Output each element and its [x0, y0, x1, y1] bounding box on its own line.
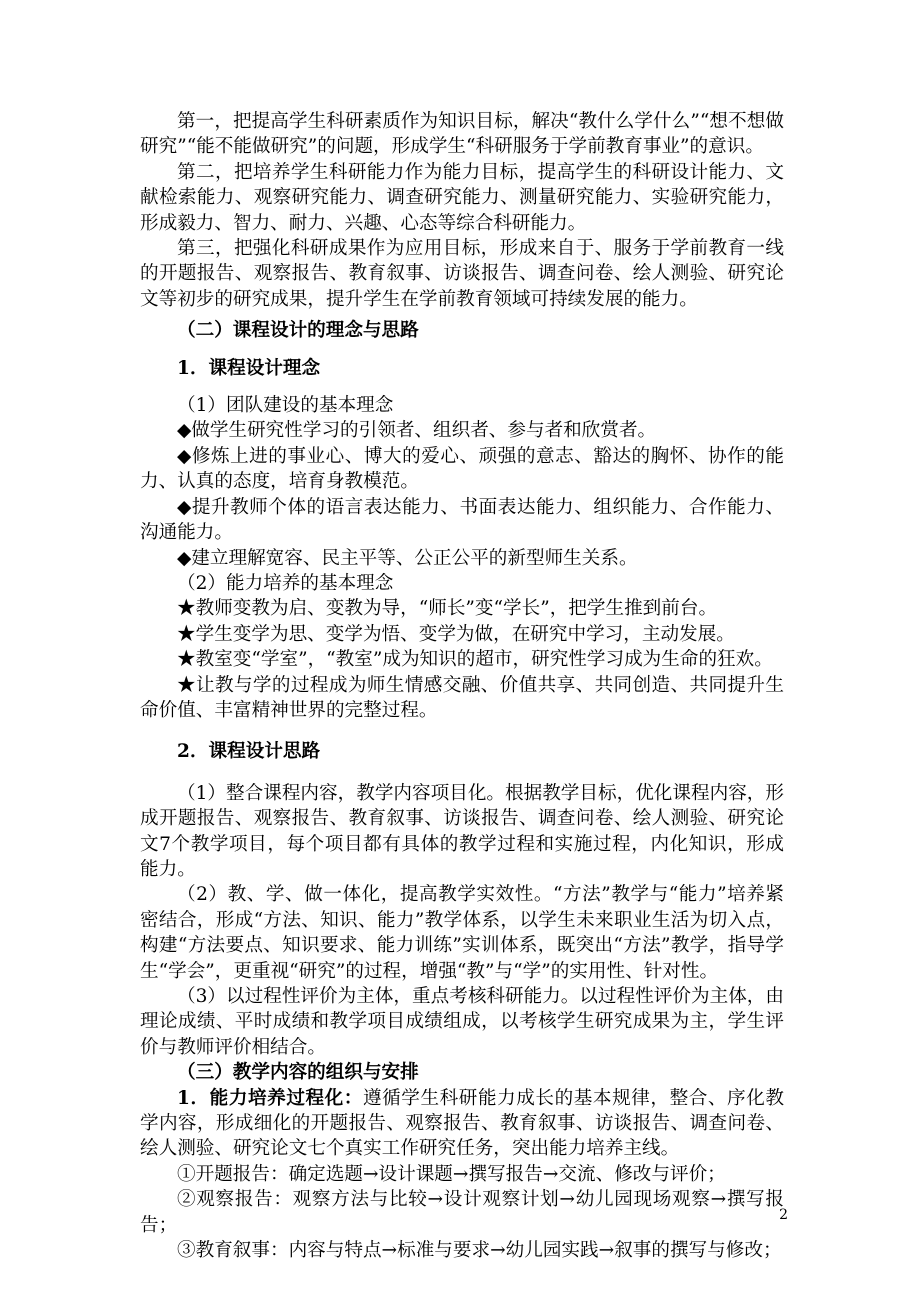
task-step-line: ①开题报告：确定选题→设计课题→撰写报告→交流、修改与评价； [177, 1163, 726, 1185]
team-concept-item: ◆做学生研究性学习的引领者、组织者、参与者和欣赏者。 [177, 420, 657, 442]
document-body [140, 109, 784, 1263]
ability-process-lead: 1．能力培养过程化： [177, 1087, 363, 1109]
subsection-heading-design-ideas: 2．课程设计思路 [177, 741, 321, 763]
subsection-heading-design-concept: 1．课程设计理念 [177, 357, 321, 379]
team-concept-title: （1）团队建设的基本理念 [177, 395, 394, 417]
page-number: 2 [779, 1207, 788, 1223]
team-concept-item: ◆建立理解宽容、民主平等、公正公平的新型师生关系。 [177, 547, 638, 569]
goal-paragraph-application: 第三，把强化科研成果作为应用目标，形成来自于、服务于学前教育一线的开题报告、观察报告、教育叙事、访谈报告、调查问卷、绘人测验、研究论文等初步的研究成果，提升学生在学前教育领域可持续发展的能力。 [140, 238, 784, 310]
goal-paragraph-knowledge: 第一，把提高学生科研素质作为知识目标，解决“教什么学什么”“想不想做研究”“能不能做研究”的问题，形成学生“科研服务于学前教育事业”的意识。 [140, 111, 784, 158]
task-step-line: ③教育叙事：内容与特点→标准与要求→幼儿园实践→叙事的撰写与修改； [177, 1240, 782, 1262]
ability-concept-item: ★学生变学为思、变学为悟、变学为做，在研究中学习，主动发展。 [177, 623, 735, 645]
design-idea-paragraph: （2）教、学、做一体化，提高教学实效性。“方法”教学与“能力”培养紧密结合，形成“方法、知识、能力”教学体系，以学生未来职业生活为切入点，构建“方法要点、知识要求、能力训练”实训体系，既突出“方法”教学，指导学生“学会”，更重视“研究”的过程，增强“教”与“学”的实用性、针对性。 [140, 884, 784, 982]
team-concept-item: ◆修炼上进的事业心、博大的爱心、顽强的意志、豁达的胸怀、协作的能力、认真的态度，培育身教模范。 [140, 445, 784, 493]
task-step-line: ②观察报告：观察方法与比较→设计观察计划→幼儿园现场观察→撰写报告； [140, 1189, 784, 1236]
design-idea-paragraph: （1）整合课程内容，教学内容项目化。根据教学目标，优化课程内容，形成开题报告、观察报告、教育叙事、访谈报告、调查问卷、绘人测验、研究论文7个教学项目，每个项目都有具体的教学过程和实施过程，内化知识，形成能力。 [140, 782, 784, 880]
design-idea-paragraph: （3）以过程性评价为主体，重点考核科研能力。以过程性评价为主体，由理论成绩、平时成绩和教学项目成绩组成，以考核学生研究成果为主，学生评价与教师评价相结合。 [140, 986, 784, 1058]
goal-paragraph-ability: 第二，把培养学生科研能力作为能力目标，提高学生的科研设计能力、文献检索能力、观察研究能力、调查研究能力、测量研究能力、实验研究能力，形成毅力、智力、耐力、兴趣、心态等综合科研能力。 [140, 161, 784, 234]
ability-process-paragraph [140, 1086, 784, 1162]
ability-concept-item: ★让教与学的过程成为师生情感交融、价值共享、共同创造、共同提升生命价值、丰富精神世界的完整过程。 [140, 674, 784, 721]
ability-process-text: 遵循学生科研能力成长的基本规律，整合、序化教学内容，形成细化的开题报告、观察报告、教育叙事、访谈报告、调查问卷、绘人测验、研究论文七个真实工作研究任务，突出能力培养主线。 [140, 1087, 784, 1160]
ability-concept-item: ★教师变教为启、变教为导，“师长”变“学长”，把学生推到前台。 [177, 598, 718, 620]
ability-concept-item: ★教室变“学室”，“教室”成为知识的超市，研究性学习成为生命的狂欢。 [177, 649, 773, 671]
section-heading-course-design: （二）课程设计的理念与思路 [177, 320, 419, 342]
team-concept-item: ◆提升教师个体的语言表达能力、书面表达能力、组织能力、合作能力、沟通能力。 [140, 496, 784, 544]
ability-concept-title: （2）能力培养的基本理念 [177, 572, 394, 594]
section-heading-content-organization: （三）教学内容的组织与安排 [177, 1062, 419, 1084]
